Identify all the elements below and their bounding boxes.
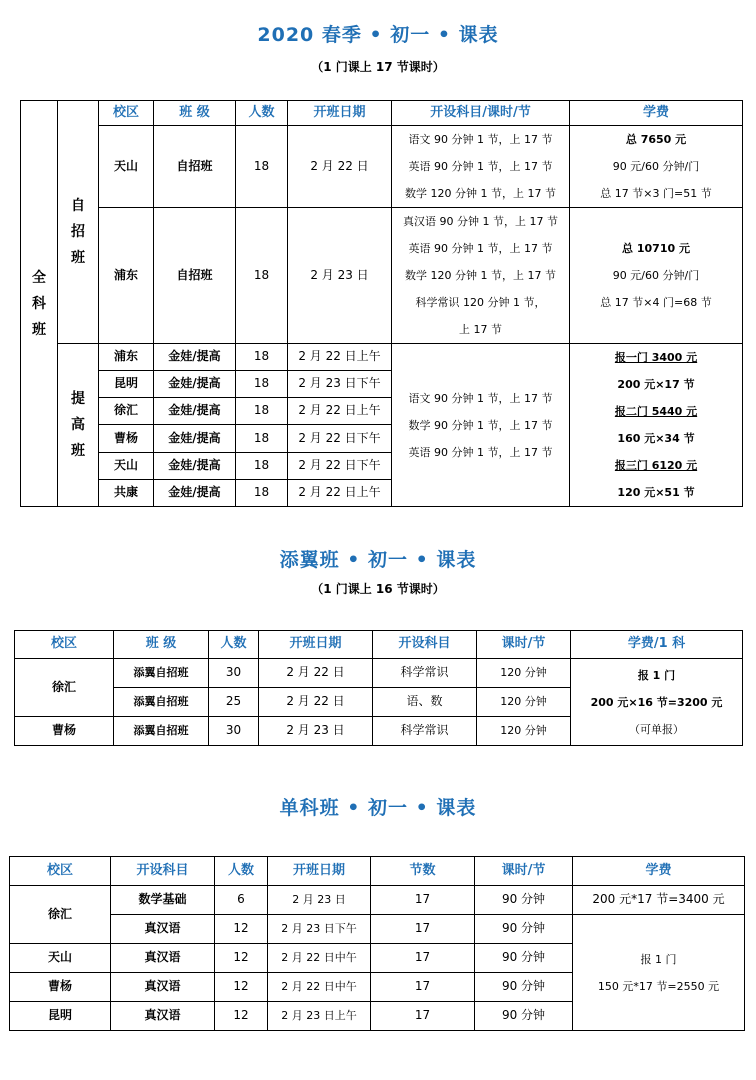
duration-cell: 90 分钟 <box>475 944 573 973</box>
date-cell: 2 月 23 日下午 <box>268 915 371 944</box>
subject-line: 数学 90 分钟 1 节，上 17 节 <box>408 418 553 432</box>
fee-cell <box>570 208 743 344</box>
count-cell: 6 <box>215 886 268 915</box>
class-cell: 自招班 <box>154 126 236 208</box>
group-all-cell <box>21 101 58 507</box>
date-cell: 2 月 22 日上午 <box>288 344 392 371</box>
fee-total: 总 10710 元 <box>622 242 690 255</box>
subject-line: 英语 90 分钟 1 节，上 17 节 <box>408 242 553 255</box>
header-class: 班 级 <box>114 631 209 659</box>
fee-rate: 90 元/60 分钟/门 <box>612 269 700 282</box>
group-all-label: 全科班 <box>32 269 46 338</box>
group-self-label: 自招班 <box>71 198 85 266</box>
campus-cell: 昆明 <box>10 1002 111 1031</box>
table-row <box>10 915 745 944</box>
duration-cell: 120 分钟 <box>477 659 571 688</box>
count-cell: 12 <box>215 944 268 973</box>
subject-line: 英语 90 分钟 1 节，上 17 节 <box>408 160 553 173</box>
date-cell: 2 月 23 日 <box>268 886 371 915</box>
date-cell: 2 月 23 日 <box>259 717 373 746</box>
count-cell: 30 <box>209 659 259 688</box>
fee-sessions: 总 17 节×3 门=51 节 <box>600 187 712 200</box>
subject-cell: 科学常识 <box>373 717 477 746</box>
header-campus: 校区 <box>10 857 111 886</box>
count-cell: 18 <box>236 452 288 479</box>
subject-cell: 真汉语 <box>111 973 215 1002</box>
subject-line: 真汉语 90 分钟 1 节，上 17 节 <box>403 215 558 228</box>
fee-one-detail: 200 元×17 节 <box>617 378 695 391</box>
fee-line: 150 元*17 节=2550 元 <box>597 979 720 993</box>
count-cell: 18 <box>236 126 288 208</box>
fee-cell <box>571 659 743 746</box>
subject-cell: 真汉语 <box>111 944 215 973</box>
fee-line: 报 1 门 <box>640 952 677 966</box>
table2 <box>14 630 743 746</box>
count-cell: 18 <box>236 425 288 452</box>
date-cell: 2 月 23 日下午 <box>288 371 392 398</box>
table1-subtitle: （1 门课上 17 节课时） <box>311 60 445 74</box>
count-cell: 18 <box>236 479 288 506</box>
campus-cell: 徐汇 <box>15 659 114 717</box>
header-date: 开班日期 <box>288 101 392 126</box>
subject-cell: 真汉语 <box>111 915 215 944</box>
sessions-cell: 17 <box>371 915 475 944</box>
date-cell: 2 月 22 日 <box>259 688 373 717</box>
campus-cell: 徐汇 <box>10 886 111 944</box>
duration-cell: 90 分钟 <box>475 1002 573 1031</box>
fee-sessions: 总 17 节×4 门=68 节 <box>600 296 712 309</box>
campus-cell: 天山 <box>10 944 111 973</box>
class-cell: 金娃/提高 <box>154 371 236 398</box>
campus-cell: 浦东 <box>99 344 154 371</box>
class-cell: 金娃/提高 <box>154 479 236 506</box>
group-self-label-wrap <box>58 126 98 338</box>
header-fee: 学费 <box>573 857 745 886</box>
table2-title: 添翼班 • 初一 • 课表 <box>279 549 477 571</box>
header-fee: 学费 <box>570 101 743 126</box>
date-cell: 2 月 23 日 <box>288 208 392 344</box>
subject-line: 科学常识 120 分钟 1 节， <box>415 296 546 309</box>
campus-cell: 天山 <box>99 126 154 208</box>
subjects-cell <box>392 208 570 344</box>
campus-cell: 天山 <box>99 452 154 479</box>
campus-cell: 徐汇 <box>99 398 154 425</box>
date-cell: 2 月 22 日 <box>288 126 392 208</box>
fee-three-detail: 120 元×51 节 <box>617 486 695 499</box>
subject-line: 语文 90 分钟 1 节，上 17 节 <box>408 391 553 405</box>
header-date: 开班日期 <box>259 631 373 659</box>
table3-title: 单科班 • 初一 • 课表 <box>279 797 477 819</box>
subjects-cell <box>392 126 570 208</box>
fee-cell-merged <box>573 915 745 1031</box>
fee-line: 报 1 门 <box>637 668 676 682</box>
sessions-cell: 17 <box>371 944 475 973</box>
class-cell: 添翼自招班 <box>114 659 209 688</box>
sessions-cell: 17 <box>371 973 475 1002</box>
fee-total: 总 7650 元 <box>625 133 687 146</box>
date-cell: 2 月 22 日中午 <box>268 944 371 973</box>
campus-cell: 共康 <box>99 479 154 506</box>
count-cell: 18 <box>236 344 288 371</box>
header-campus: 校区 <box>15 631 114 659</box>
table1 <box>20 100 743 507</box>
date-cell: 2 月 22 日 <box>259 659 373 688</box>
table-row <box>21 208 743 344</box>
subject-line: 数学 120 分钟 1 节，上 17 节 <box>405 187 556 200</box>
header-fee: 学费/1 科 <box>571 631 743 659</box>
header-count: 人数 <box>209 631 259 659</box>
class-cell: 金娃/提高 <box>154 398 236 425</box>
campus-cell: 曹杨 <box>15 717 114 746</box>
subject-cell: 真汉语 <box>111 1002 215 1031</box>
table-row <box>21 126 743 208</box>
count-cell: 18 <box>236 208 288 344</box>
date-cell: 2 月 22 日上午 <box>288 479 392 506</box>
count-cell: 12 <box>215 915 268 944</box>
up-fee-cell <box>570 344 743 507</box>
header-count: 人数 <box>215 857 268 886</box>
date-cell: 2 月 23 日上午 <box>268 1002 371 1031</box>
sessions-cell: 17 <box>371 886 475 915</box>
count-cell: 30 <box>209 717 259 746</box>
header-duration: 课时/节 <box>475 857 573 886</box>
duration-cell: 120 分钟 <box>477 688 571 717</box>
campus-cell: 浦东 <box>99 208 154 344</box>
table2-subtitle: （1 门课上 16 节课时） <box>311 582 445 596</box>
group-up-label: 提高班 <box>71 391 85 459</box>
duration-cell: 120 分钟 <box>477 717 571 746</box>
date-cell: 2 月 22 日下午 <box>288 425 392 452</box>
subject-cell: 语、数 <box>373 688 477 717</box>
header-subject: 开设科目 <box>373 631 477 659</box>
fee-rate: 90 元/60 分钟/门 <box>612 160 700 173</box>
count-cell: 12 <box>215 1002 268 1031</box>
fee-line: 200 元×16 节=3200 元 <box>590 695 723 709</box>
fee-line: （可单报） <box>629 722 684 736</box>
subject-line: 上 17 节 <box>459 323 502 336</box>
subject-cell: 科学常识 <box>373 659 477 688</box>
duration-cell: 90 分钟 <box>475 886 573 915</box>
header-date: 开班日期 <box>268 857 371 886</box>
fee-three: 报三门 6120 元 <box>614 459 698 472</box>
date-cell: 2 月 22 日下午 <box>288 452 392 479</box>
campus-cell: 曹杨 <box>10 973 111 1002</box>
subject-cell: 数学基础 <box>111 886 215 915</box>
table1-title: 2020 春季 • 初一 • 课表 <box>257 24 499 46</box>
fee-one: 报一门 3400 元 <box>614 351 698 364</box>
header-subjects: 开设科目/课时/节 <box>392 101 570 126</box>
class-cell: 金娃/提高 <box>154 425 236 452</box>
subject-line: 语文 90 分钟 1 节，上 17 节 <box>408 133 553 146</box>
subject-line: 英语 90 分钟 1 节，上 17 节 <box>408 445 553 459</box>
header-count: 人数 <box>236 101 288 126</box>
date-cell: 2 月 22 日上午 <box>288 398 392 425</box>
header-duration: 课时/节 <box>477 631 571 659</box>
class-cell: 自招班 <box>154 208 236 344</box>
fee-cell: 200 元*17 节=3400 元 <box>573 886 745 915</box>
fee-cell <box>570 126 743 208</box>
class-cell: 添翼自招班 <box>114 717 209 746</box>
date-cell: 2 月 22 日中午 <box>268 973 371 1002</box>
count-cell: 25 <box>209 688 259 717</box>
fee-two-detail: 160 元×34 节 <box>617 432 695 445</box>
table-row <box>10 886 745 915</box>
table-row <box>21 344 743 371</box>
duration-cell: 90 分钟 <box>475 915 573 944</box>
header-subject: 开设科目 <box>111 857 215 886</box>
table3 <box>9 856 745 1031</box>
group-up-cell <box>58 344 99 507</box>
class-cell: 金娃/提高 <box>154 344 236 371</box>
campus-cell: 曹杨 <box>99 425 154 452</box>
count-cell: 18 <box>236 398 288 425</box>
count-cell: 18 <box>236 371 288 398</box>
header-class: 班 级 <box>154 101 236 126</box>
sessions-cell: 17 <box>371 1002 475 1031</box>
fee-two: 报二门 5440 元 <box>614 405 698 418</box>
class-cell: 添翼自招班 <box>114 688 209 717</box>
subject-line: 数学 120 分钟 1 节，上 17 节 <box>405 269 556 282</box>
header-campus: 校区 <box>99 101 154 126</box>
up-subjects-cell <box>392 344 570 507</box>
count-cell: 12 <box>215 973 268 1002</box>
duration-cell: 90 分钟 <box>475 973 573 1002</box>
header-sessions: 节数 <box>371 857 475 886</box>
campus-cell: 昆明 <box>99 371 154 398</box>
class-cell: 金娃/提高 <box>154 452 236 479</box>
table-row <box>15 659 743 688</box>
